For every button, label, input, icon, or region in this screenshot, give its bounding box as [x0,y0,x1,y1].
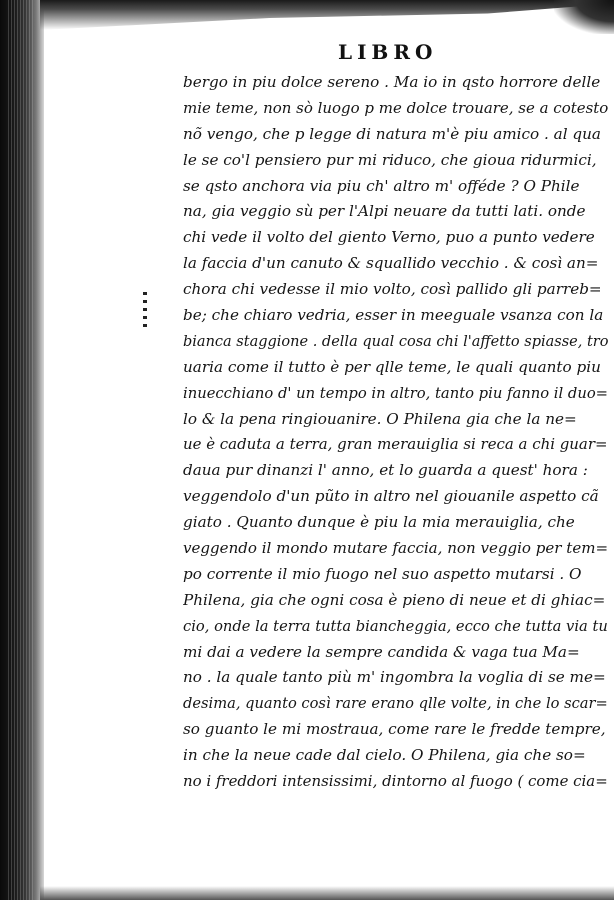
text-line: chora chi vedesse il mio volto, così pallido gli parreb= [183,280,602,299]
text-line: veggendo il mondo mutare faccia, non veggio per tem= [183,539,608,558]
text-line: cio, onde la terra tutta biancheggia, ecco che tutta via tu [183,616,608,635]
text-line: lo & la pena ringiouanire. O Philena gia che la ne= [183,409,577,428]
text-line: bergo in piu dolce sereno . Ma io in qsto horrore delle [183,73,601,91]
top-page-shadow [40,0,614,30]
text-line: so guanto le mi mostraua, come rare le fredde tempre, [183,720,606,739]
text-line: chi vede il volto del giento Verno, puo a punto vedere [183,228,595,247]
book-gutter-edge [0,0,44,900]
text-line: daua pur dinanzi l' anno, et lo guarda a quest' hora : [183,461,588,480]
text-line: desima, quanto così rare erano qlle volte, in che lo scar= [183,694,608,713]
running-head: LIBRO [338,40,438,64]
text-line: uaria come il tutto è per qlle teme, le quali quanto piu [183,357,601,376]
text-line: nõ vengo, che p legge di natura m'è piu amico . al qua [183,124,601,143]
text-line: mi dai a vedere la sempre candida & vaga tua Ma= [183,642,580,661]
margin-marks [143,292,147,328]
text-line: mie teme, non sò luogo p me dolce trouare, se a cotesto [183,98,608,117]
text-line: no i freddori intensissimi, dintorno al fuogo ( come cia= [183,772,608,791]
text-line: veggendolo d'un pũto in altro nel giouanile aspetto cã [183,487,599,506]
text-line: no . la quale tanto più m' ingombra la voglia di se me= [183,668,606,687]
text-line: bianca staggione . della qual cosa chi l'affetto spiasse, tro [183,331,608,350]
page-corner-shadow [554,0,614,34]
text-line: ue è caduta a terra, gran merauiglia si reca a chi guar= [183,435,608,454]
body-text [183,70,608,795]
text-line: se qsto anchora via piu ch' altro m' offéde ? O Phile [183,176,580,195]
text-line: inuecchiano d' un tempo in altro, tanto piu fanno il duo= [183,383,608,402]
text-line: la faccia d'un canuto & squallido vecchio . & così an= [183,254,599,273]
text-line: na, gia veggio sù per l'Alpi neuare da tutti lati. onde [183,202,586,221]
text-line: le se co'l pensiero pur mi riduco, che gioua ridurmici, [183,150,597,169]
text-line: giato . Quanto dunque è piu la mia merauiglia, che [183,513,575,532]
text-line: in che la neue cade dal cielo. O Philena, gia che so= [183,746,586,765]
text-line: be; che chiaro vedria, esser in meeguale vsanza con la [183,306,604,325]
text-line: po corrente il mio fuogo nel suo aspetto mutarsi . O [183,564,582,583]
text-line: Philena, gia che ogni cosa è pieno di neue et di ghiac= [183,590,606,609]
bottom-page-shadow [40,886,614,900]
